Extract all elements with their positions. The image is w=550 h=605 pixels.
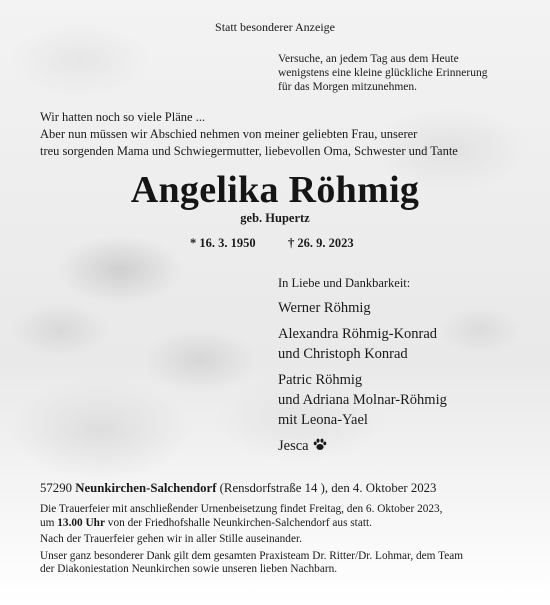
pet-line	[278, 436, 447, 456]
mourner-group	[278, 436, 447, 456]
after-service: Nach der Trauerfeier gehen wir in aller Stille auseinander.	[40, 533, 302, 545]
quote-line: wenigstens eine kleine glückliche Erinnerung	[278, 67, 488, 79]
thanks-line: Unser ganz besonderer Dank gilt dem gesamten Praxisteam Dr. Ritter/Dr. Lohmar, dem Team	[40, 549, 464, 562]
intro-text	[40, 109, 458, 160]
mourner-name: mit Leona-Yael	[278, 412, 368, 428]
zip-code: 57290	[40, 481, 72, 495]
mourner-group	[278, 324, 447, 364]
mourner-name: Patric Röhmig	[278, 372, 363, 388]
service-time: 13.00 Uhr	[57, 516, 105, 529]
service-line: Die Trauerfeier mit anschließender Urnenbeisetzung findet Freitag, den 6. Oktober 2023,	[40, 503, 443, 515]
paw-icon	[313, 438, 327, 451]
mourner-group	[278, 298, 447, 318]
thanks	[40, 550, 463, 577]
mourner-name: und Christoph Konrad	[278, 346, 408, 362]
mourner-group	[278, 370, 447, 430]
intro-line: treu sorgenden Mama und Schwiegermutter, liebevollen Oma, Schwester und Tante	[40, 144, 458, 158]
mourner-name: und Adriana Molnar-Röhmig	[278, 392, 447, 408]
mourner-name: Alexandra Röhmig-Konrad	[278, 326, 438, 342]
service-info	[40, 503, 463, 530]
intro-line: Wir hatten noch so viele Pläne ...	[40, 110, 206, 124]
mourners-intro: In Liebe und Dankbarkeit:	[278, 276, 411, 290]
quote-block	[278, 52, 488, 94]
quote-line: Versuche, an jedem Tag aus dem Heute	[278, 53, 459, 65]
footer-text	[40, 503, 463, 580]
pet-name: Jesca	[278, 438, 309, 454]
city: Neunkirchen-Salchendorf	[75, 481, 217, 495]
notice-header: Statt besonderer Anzeige	[215, 20, 335, 34]
intro-line: Aber nun müssen wir Abschied nehmen von meiner geliebten Frau, unserer	[40, 127, 418, 141]
quote-line: für das Morgen mitzunehmen.	[278, 81, 418, 93]
address-line	[40, 481, 436, 496]
death-date: † 26. 9. 2023	[288, 236, 354, 250]
service-location: von der Friedhofshalle Neunkirchen-Salchendorf aus statt.	[104, 516, 372, 529]
mourners-list	[278, 298, 447, 462]
deceased-name: Angelika Röhmig	[130, 169, 420, 211]
birth-name: geb. Hupertz	[240, 211, 310, 225]
street-date: (Rensdorfstraße 14 ), den 4. Oktober 2023	[219, 481, 437, 495]
thanks-line: der Diakoniestation Neunkirchen sowie unseren lieben Nachbarn.	[40, 563, 338, 575]
service-prefix: um	[40, 516, 58, 529]
birth-date: * 16. 3. 1950	[190, 236, 256, 250]
mourner-name: Werner Röhmig	[278, 300, 371, 316]
